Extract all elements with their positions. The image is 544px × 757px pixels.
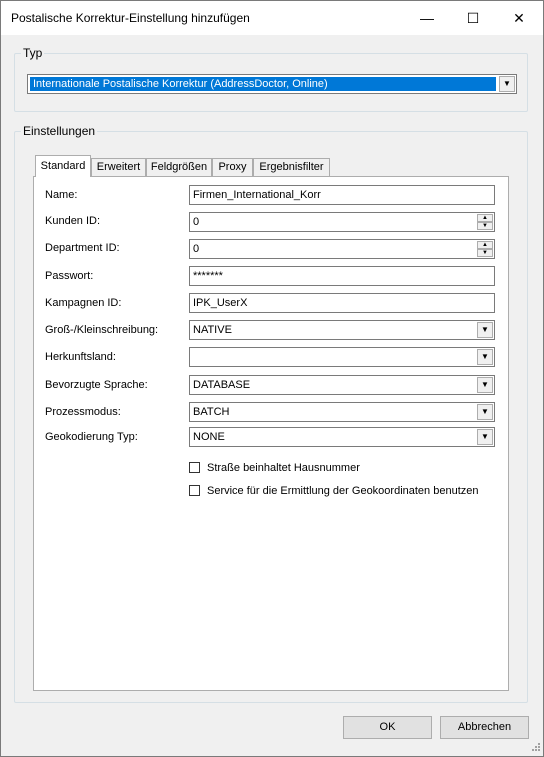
geokodierung-select[interactable] xyxy=(189,427,495,447)
ok-button[interactable]: OK xyxy=(343,716,432,739)
resize-grip-icon[interactable] xyxy=(529,742,541,754)
window-title: Postalische Korrektur-Einstellung hinzufügen xyxy=(11,11,250,25)
kunden-id-spin[interactable] xyxy=(477,214,493,230)
gross-klein-value: NATIVE xyxy=(193,324,232,336)
chevron-down-icon[interactable]: ▼ xyxy=(477,322,493,338)
minimize-icon[interactable]: — xyxy=(420,10,434,26)
tab-proxy[interactable]: Proxy xyxy=(212,158,253,177)
typ-group-label: Typ xyxy=(23,46,43,60)
sprache-label: Bevorzugte Sprache: xyxy=(45,379,148,391)
kunden-id-stepper[interactable] xyxy=(189,212,495,232)
einstellungen-group-label: Einstellungen xyxy=(23,124,96,138)
gross-klein-select[interactable] xyxy=(189,320,495,340)
tab-erweitert[interactable]: Erweitert xyxy=(91,158,146,177)
passwort-label: Passwort: xyxy=(45,270,94,282)
kunden-id-value: 0 xyxy=(193,216,200,228)
kampagnen-id-input[interactable]: IPK_UserX xyxy=(189,293,495,313)
passwort-input[interactable]: ******* xyxy=(189,266,495,286)
chevron-down-icon[interactable]: ▼ xyxy=(477,404,493,420)
spin-down-icon[interactable]: ▼ xyxy=(477,222,493,230)
kunden-id-label: Kunden ID: xyxy=(45,215,101,227)
herkunftsland-label: Herkunftsland: xyxy=(45,351,116,363)
chevron-down-icon[interactable]: ▼ xyxy=(477,349,493,365)
department-id-label: Department ID: xyxy=(45,242,120,254)
prozessmodus-value: BATCH xyxy=(193,406,230,418)
kampagnen-id-label: Kampagnen ID: xyxy=(45,297,122,309)
maximize-icon[interactable]: ☐ xyxy=(466,10,480,26)
department-id-value: 0 xyxy=(193,243,200,255)
chevron-down-icon[interactable]: ▼ xyxy=(477,429,493,445)
hausnummer-checkbox[interactable] xyxy=(189,462,200,473)
spin-up-icon[interactable]: ▲ xyxy=(477,241,493,249)
geokodierung-label: Geokodierung Typ: xyxy=(45,431,138,443)
abbrechen-button[interactable]: Abbrechen xyxy=(440,716,529,739)
chevron-down-icon[interactable]: ▼ xyxy=(499,76,515,92)
sprache-select[interactable] xyxy=(189,375,495,395)
name-input[interactable]: Firmen_International_Korr xyxy=(189,185,495,205)
spin-up-icon[interactable]: ▲ xyxy=(477,214,493,222)
name-label: Name: xyxy=(45,189,78,201)
gross-klein-label: Groß-/Kleinschreibung: xyxy=(45,324,159,336)
spin-down-icon[interactable]: ▼ xyxy=(477,249,493,257)
prozessmodus-select[interactable] xyxy=(189,402,495,422)
geokoordinaten-checkbox[interactable] xyxy=(189,485,200,496)
sprache-value: DATABASE xyxy=(193,379,251,391)
tab-feldgroessen[interactable]: Feldgrößen xyxy=(146,158,212,177)
prozessmodus-label: Prozessmodus: xyxy=(45,406,121,418)
geokodierung-value: NONE xyxy=(193,431,225,443)
tab-ergebnisfilter[interactable]: Ergebnisfilter xyxy=(253,158,330,177)
geokoordinaten-label[interactable]: Service für die Ermittlung der Geokoordinaten benutzen xyxy=(207,485,479,497)
chevron-down-icon[interactable]: ▼ xyxy=(477,377,493,393)
department-id-spin[interactable] xyxy=(477,241,493,257)
title-bar xyxy=(1,1,543,35)
tab-standard[interactable]: Standard xyxy=(35,155,91,177)
department-id-stepper[interactable] xyxy=(189,239,495,259)
typ-select-value: Internationale Postalische Korrektur (AddressDoctor, Online) xyxy=(30,77,496,91)
herkunftsland-select[interactable] xyxy=(189,347,495,367)
close-icon[interactable]: ✕ xyxy=(513,10,525,26)
hausnummer-label[interactable]: Straße beinhaltet Hausnummer xyxy=(207,462,360,474)
typ-select[interactable] xyxy=(27,74,517,94)
